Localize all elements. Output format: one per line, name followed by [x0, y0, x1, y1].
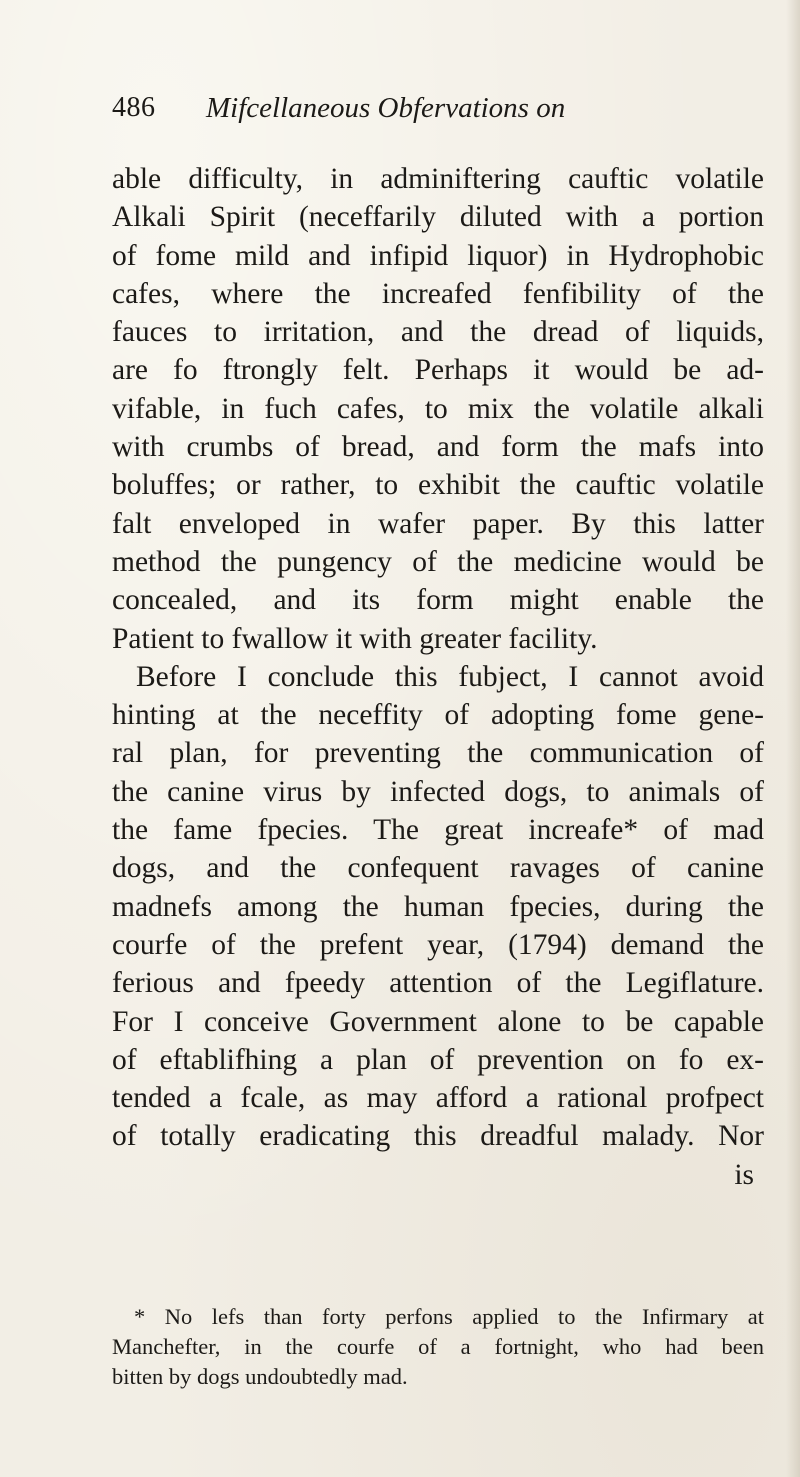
- footnote-line: * No lefs than forty perfons applied to the Infirmary at: [134, 1304, 764, 1329]
- text-line: of fome mild and infipid liquor) in Hydrophobic: [112, 239, 764, 272]
- text-line: ferious and fpeedy attention of the Legiflature.: [112, 967, 764, 1000]
- footnote-line: Manchefter, in the courfe of a fortnight, who had been: [112, 1334, 764, 1359]
- text-line: For I conceive Government alone to be capable: [112, 1005, 764, 1038]
- footnote-line: bitten by dogs undoubtedly mad.: [112, 1364, 408, 1389]
- page-header: [112, 92, 672, 132]
- text-line: cafes, where the increafed fenfibility of the: [112, 277, 764, 310]
- running-head: Mifcellaneous Obfervations on: [206, 92, 566, 124]
- text-line: fauces to irritation, and the dread of liquids,: [112, 316, 764, 349]
- text-line: hinting at the neceffity of adopting fome gene-: [112, 699, 764, 732]
- text-line: concealed, and its form might enable the: [112, 584, 764, 617]
- text-line: the fame fpecies. The great increafe* of mad: [112, 814, 764, 847]
- text-line: of eftablifhing a plan of prevention on fo ex-: [112, 1043, 764, 1076]
- text-line: the canine virus by infected dogs, to animals of: [112, 775, 764, 808]
- text-line: madnefs among the human fpecies, during the: [112, 890, 764, 923]
- text-line: falt enveloped in wafer paper. By this latter: [112, 507, 764, 540]
- text-line: dogs, and the confequent ravages of canine: [112, 852, 764, 885]
- footnote: [112, 1302, 764, 1392]
- text-line: method the pungency of the medicine would be: [112, 545, 764, 578]
- page-edge-shadow: [786, 0, 800, 1477]
- text-line: able difficulty, in adminiftering cauftic volatile: [112, 163, 764, 195]
- text-line: courfe of the prefent year, (1794) demand the: [112, 928, 764, 961]
- paragraph-start-line: Before I conclude this fubject, I cannot avoid: [136, 660, 764, 693]
- text-line: ral plan, for preventing the communication of: [112, 737, 764, 770]
- paragraph-end-line: Patient to fwallow it with greater facility.: [112, 622, 598, 655]
- text-line: with crumbs of bread, and form the mafs into: [112, 431, 764, 464]
- text-line: tended a fcale, as may afford a rational profpect: [112, 1082, 764, 1115]
- text-line: vifable, in fuch cafes, to mix the volatile alkali: [112, 392, 764, 425]
- text-line: Alkali Spirit (neceffarily diluted with a portion: [112, 201, 764, 234]
- text-line: boluffes; or rather, to exhibit the cauftic volatile: [112, 469, 764, 502]
- text-line: of totally eradicating this dreadful malady. Nor: [112, 1120, 764, 1153]
- body-text: [112, 160, 764, 1194]
- text-line: are fo ftrongly felt. Perhaps it would be ad-: [112, 354, 764, 387]
- catchword: is: [734, 1158, 754, 1191]
- page-number: 486: [112, 92, 156, 123]
